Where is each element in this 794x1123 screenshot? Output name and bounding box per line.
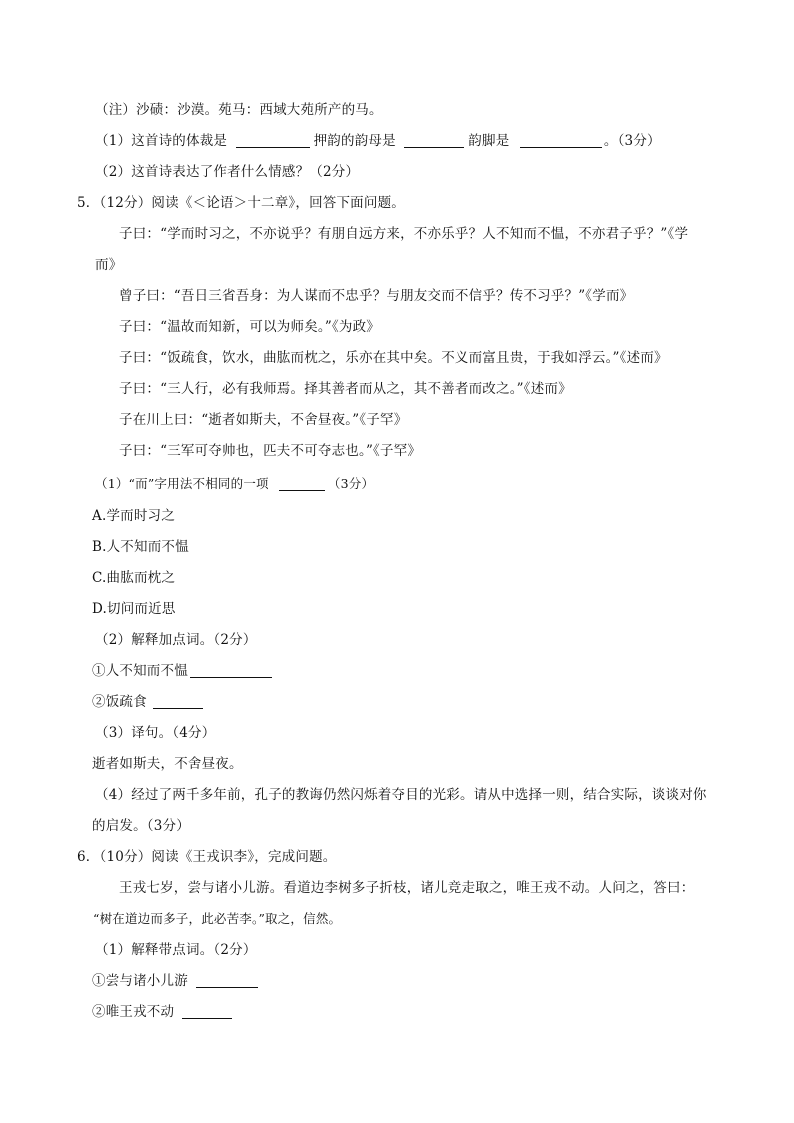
q5-passage-line: 子曰：“学而时习之，不亦说乎？有朋自远方来，不亦乐乎？人不知而不愠，不亦君子乎？”《学: [119, 226, 689, 242]
answer-blank-choice[interactable]: [279, 476, 325, 491]
answer-blank-word-1[interactable]: [190, 663, 272, 678]
answer-blank-word-2[interactable]: [153, 694, 203, 709]
q6-passage-line-1: 王戎七岁，尝与诸小儿游。看道边李树多子折枝，诸儿竞走取之，唯王戎不动。人问之，答曰：: [119, 880, 695, 896]
q5-passage-line: 子曰：“饭疏食，饮水，曲肱而枕之，乐亦在其中矣。不义而富且贵，于我如浮云。”《述而》: [119, 350, 668, 366]
answer-blank-rhyme[interactable]: [520, 133, 602, 148]
q4-sub1: [95, 132, 661, 150]
q5-passage-line: 子在川上曰：“逝者如斯夫，不舍昼夜。”《子罕》: [119, 412, 408, 428]
q5-title: 5．（12分）阅读《＜论语＞十二章》，回答下面问题。: [77, 195, 405, 211]
q4-sub1-text-b: 押韵的韵母是: [313, 133, 396, 149]
q5-option-c: C.曲肱而枕之: [92, 570, 176, 586]
q5-passage-line: 子曰：“温故而知新，可以为师矣。”《为政》: [119, 319, 381, 335]
q4-sub1-text-d: 。（3分）: [603, 133, 661, 149]
q5-sub4-line-1: （4）经过了两千多年前，孔子的教诲仍然闪烁着夺目的光彩。请从中选择一则，结合实际，谈谈对你: [95, 787, 707, 803]
answer-blank-word-3[interactable]: [196, 973, 258, 988]
q5-sub1-points: （3分）: [327, 476, 375, 491]
q4-sub1-text-c: 韵脚是: [468, 133, 510, 149]
q4-sub2: （2）这首诗表达了作者什么情感？（2分）: [95, 164, 360, 180]
q5-option-d: D.切问而近思: [92, 601, 176, 617]
q5-sub2-item-1-text: ①人不知而不愠: [92, 663, 188, 679]
q6-sub1: （1）解释带点词。（2分）: [95, 942, 257, 958]
q5-sub3: （3）译句。（4分）: [95, 725, 216, 741]
q5-sub2-item-1: [92, 662, 272, 680]
q4-sub1-text-a: （1）这首诗的体裁是: [95, 133, 228, 149]
q5-sub1: [95, 475, 374, 493]
q6-sub1-item-2: [92, 1003, 232, 1021]
q5-passage-line: 而》: [95, 257, 123, 273]
q5-sub2-item-2-text: ②饭疏食: [92, 694, 147, 710]
q5-sub3-sentence: 逝者如斯夫，不舍昼夜。: [92, 756, 243, 772]
q5-option-b: B.人不知而不愠: [92, 539, 189, 555]
q6-sub1-item-1: [92, 972, 258, 990]
q5-passage-line: 曾子曰：“吾日三省吾身：为人谋而不忠乎？与朋友交而不信乎？传不习乎？”《学而》: [119, 288, 634, 304]
q5-passage-line: 子曰：“三军可夺帅也，匹夫不可夺志也。”《子罕》: [119, 443, 422, 459]
q6-passage-line-2: “树在道边而多子，此必苦李。”取之，信然。: [93, 911, 342, 926]
answer-blank-word-4[interactable]: [182, 1004, 232, 1019]
q6-sub1-item-2-text: ②唯王戎不动: [92, 1004, 175, 1020]
q5-sub2: （2）解释加点词。（2分）: [95, 632, 257, 648]
q5-sub2-item-2: [92, 693, 203, 711]
q6-sub1-item-1-text: ①尝与诸小儿游: [92, 973, 188, 989]
q6-title: 6．（10分）阅读《王戎识李》，完成问题。: [77, 849, 337, 865]
answer-blank-vowel[interactable]: [404, 133, 464, 148]
q5-passage-line: 子曰：“三人行，必有我师焉。择其善者而从之，其不善者而改之。”《述而》: [119, 381, 572, 397]
q4-note: （注）沙碛：沙漠。苑马：西域大苑所产的马。: [95, 102, 383, 118]
q5-sub1-text: （1）“而”字用法不相同的一项: [95, 476, 269, 491]
answer-blank-genre[interactable]: [236, 133, 310, 148]
q5-option-a: A.学而时习之: [92, 508, 175, 524]
q5-sub4-line-2: 的启发。（3分）: [92, 818, 190, 834]
